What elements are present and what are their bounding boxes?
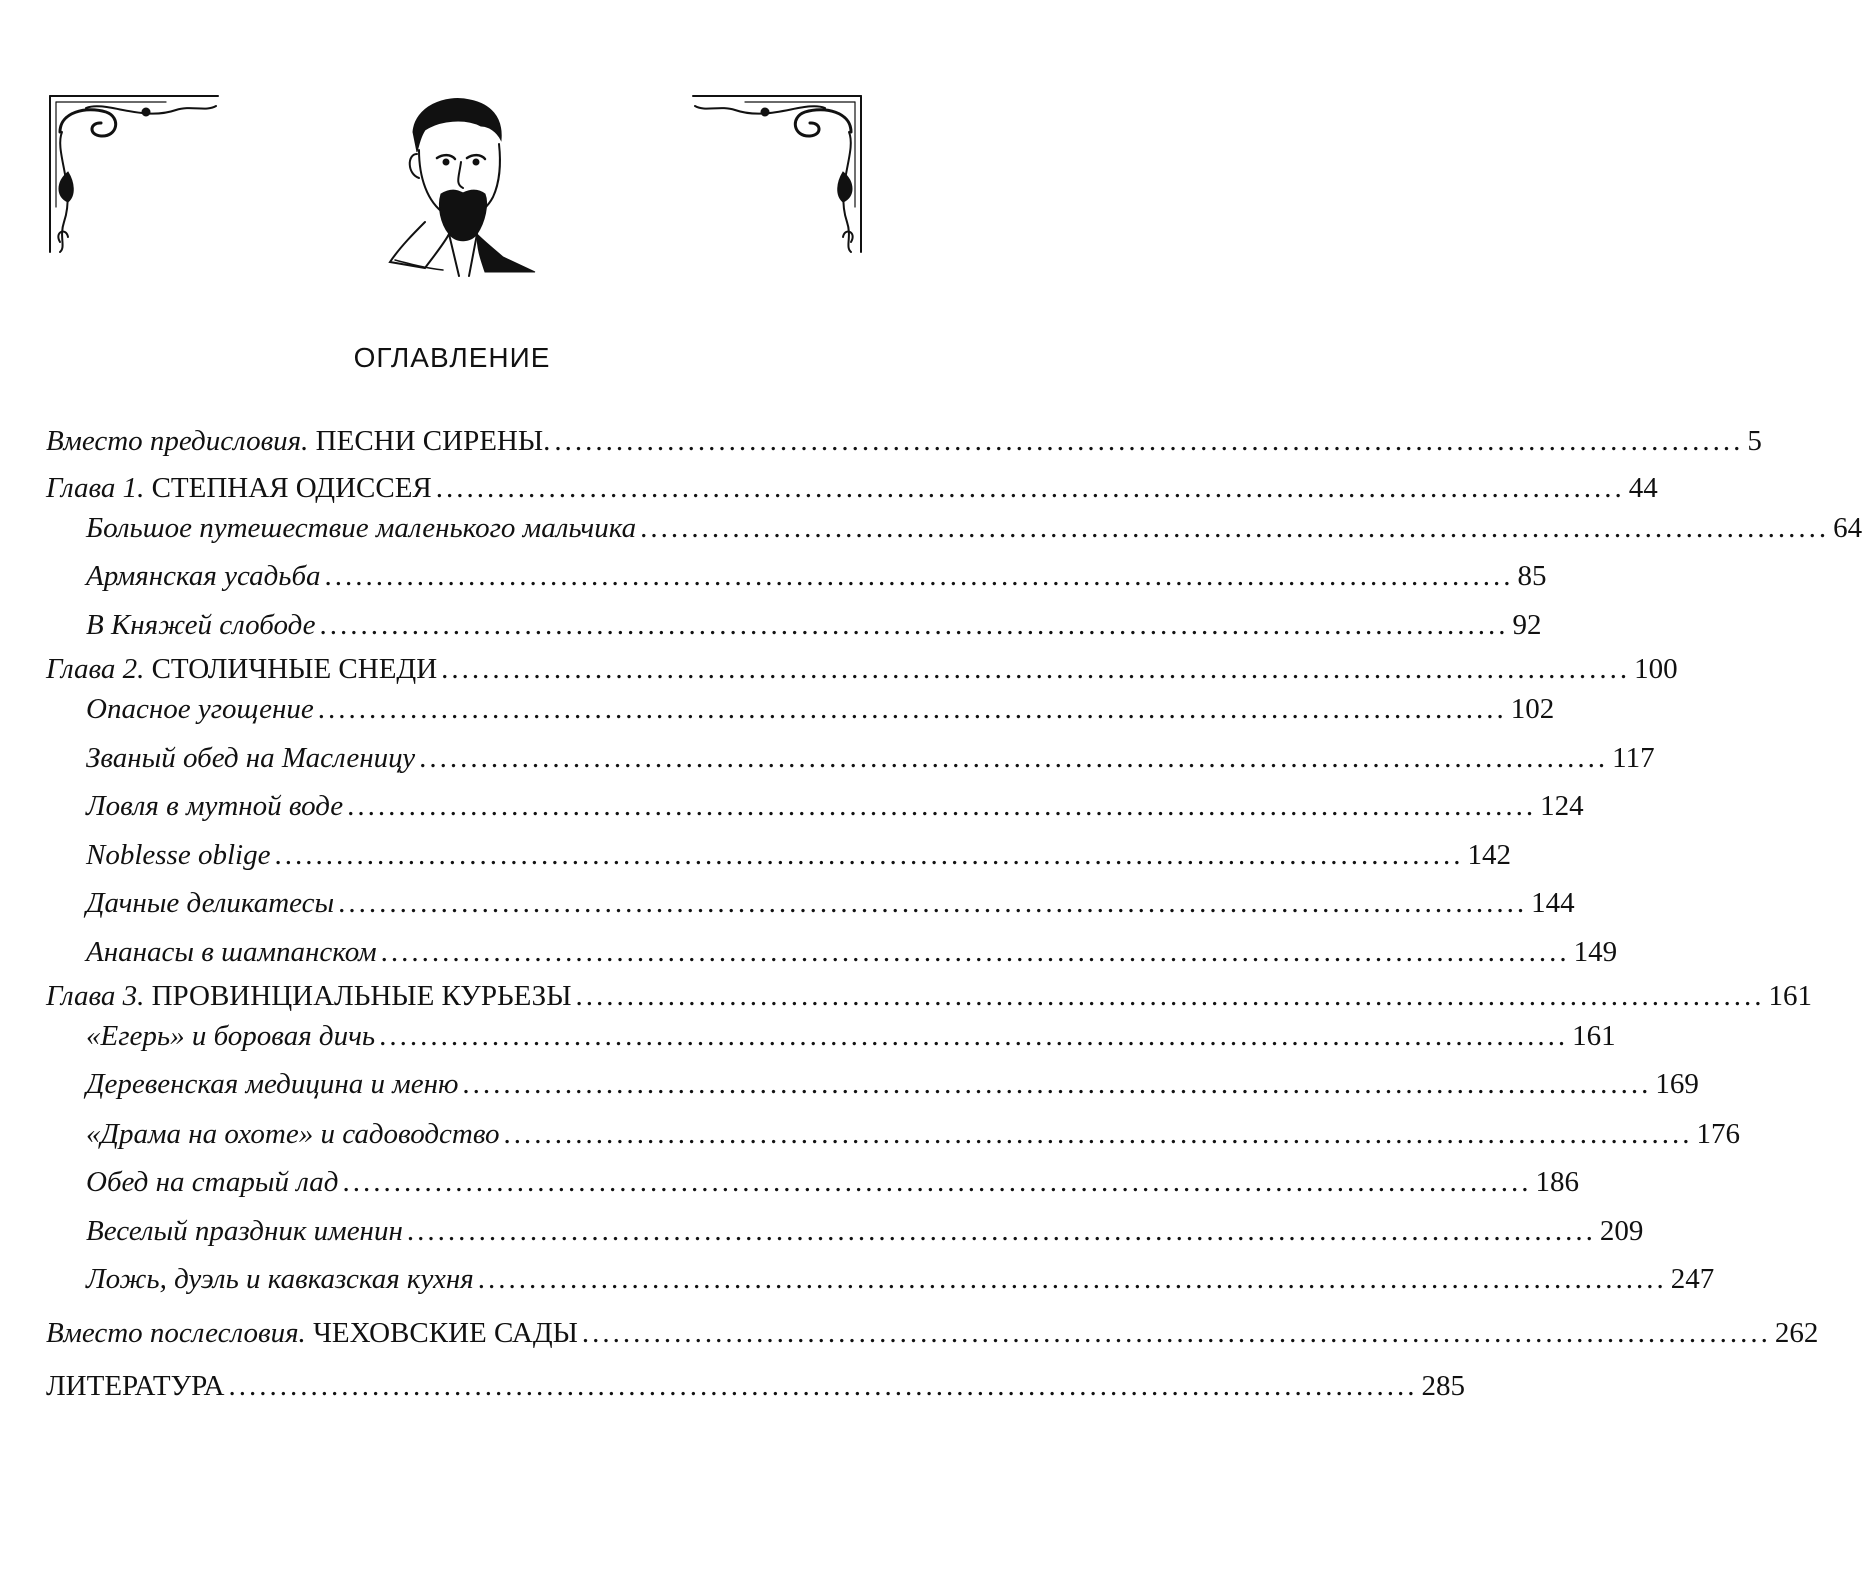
toc-leader-dots: .................................................................................................................... [419, 742, 1609, 774]
toc-entry[interactable] [86, 740, 1655, 776]
toc-entry-page: 262 [1774, 1317, 1819, 1349]
toc-entry-title: «Егерь» и боровая дичь [86, 1020, 376, 1052]
toc-entry-title: Ложь, дуэль и кавказская кухня [86, 1263, 474, 1295]
toc-entry[interactable] [86, 1066, 1699, 1102]
toc-leader-dots: .................................................................................................................... [441, 653, 1631, 685]
toc-entry-title: СТОЛИЧНЫЕ СНЕДИ [151, 653, 438, 685]
toc-entry-page: 186 [1535, 1166, 1579, 1198]
toc-entry[interactable] [86, 1213, 1644, 1249]
toc-entry-page: 209 [1599, 1215, 1644, 1247]
toc-leader-dots: .................................................................................................................... [406, 1215, 1596, 1247]
toc-leader-dots: .................................................................................................................... [380, 936, 1570, 968]
toc-leader-dots: .................................................................................................................... [228, 1370, 1418, 1402]
toc-leader-dots: .................................................................................................................... [640, 512, 1830, 544]
toc-entry-title: Ананасы в шампанском [86, 936, 377, 968]
toc-entry-page: 161 [1768, 980, 1812, 1012]
toc-entry-title: Noblesse oblige [86, 839, 271, 871]
toc-entry-page: 100 [1634, 653, 1678, 685]
toc-leader-dots: .................................................................................................................... [581, 1317, 1771, 1349]
toc-entry-page: 85 [1517, 560, 1547, 592]
toc-leader-dots: .................................................................................................................... [554, 425, 1744, 457]
toc-entry-title: Опасное угощение [86, 693, 314, 725]
toc-leader-dots: .................................................................................................................... [462, 1068, 1652, 1100]
toc-entry-title: Званый обед на Масленицу [86, 742, 416, 774]
toc-entry[interactable] [86, 558, 1547, 594]
toc-entry-page: 64 [1833, 512, 1862, 544]
toc-leader-dots: .................................................................................................................... [503, 1118, 1693, 1150]
toc-entry-prefix: Вместо послесловия. [46, 1317, 306, 1349]
toc-entry-title: Обед на старый лад [86, 1166, 339, 1198]
toc-entry-title: ЧЕХОВСКИЕ САДЫ [313, 1317, 578, 1349]
toc-leader-dots: .................................................................................................................... [319, 609, 1509, 641]
toc-entry-title: В Княжей слободе [86, 609, 316, 641]
toc-leader-dots: .................................................................................................................... [347, 790, 1537, 822]
toc-entry-page: 124 [1540, 790, 1584, 822]
toc-entry-page: 44 [1628, 472, 1658, 504]
toc-leader-dots: .................................................................................................................... [274, 839, 1464, 871]
toc-entry[interactable] [86, 607, 1542, 643]
toc-entry[interactable] [86, 691, 1555, 727]
toc-entry[interactable] [46, 651, 1678, 687]
toc-entry-page: 144 [1531, 887, 1575, 919]
toc-entry-title: ПРОВИНЦИАЛЬНЫЕ КУРЬЕЗЫ [151, 980, 572, 1012]
toc-entry-title: Армянская усадьба [86, 560, 321, 592]
toc-entry[interactable] [86, 1018, 1616, 1054]
toc-leader-dots: .................................................................................................................... [435, 472, 1625, 504]
toc-entry-prefix: Глава 2. [46, 653, 145, 685]
toc-entry-title: Дачные деликатесы [86, 887, 335, 919]
toc-entry-title: СТЕПНАЯ ОДИССЕЯ [151, 472, 432, 504]
toc-entry-title: Большое путешествие маленького мальчика [86, 512, 637, 544]
toc-leader-dots: .................................................................................................................... [379, 1020, 1569, 1052]
toc-entry-page: 247 [1670, 1263, 1715, 1295]
toc-entry-prefix: Глава 3. [46, 980, 145, 1012]
toc-entry-page: 142 [1467, 839, 1511, 871]
toc-entry-title: Ловля в мутной воде [86, 790, 344, 822]
toc-leader-dots: .................................................................................................................... [575, 980, 1765, 1012]
toc-entry[interactable] [46, 423, 1762, 459]
toc-entry-title: Веселый праздник именин [86, 1215, 403, 1247]
toc-entry-title: ПЕСНИ СИРЕНЫ. [315, 425, 551, 457]
toc-leader-dots: .................................................................................................................... [477, 1263, 1667, 1295]
toc-entry[interactable] [86, 934, 1618, 970]
toc-entry[interactable] [86, 788, 1584, 824]
toc-entry[interactable] [86, 1164, 1579, 1200]
toc-entry[interactable] [86, 1116, 1741, 1152]
toc-entry-page: 169 [1655, 1068, 1699, 1100]
toc-leader-dots: .................................................................................................................... [342, 1166, 1532, 1198]
toc-entry-page: 117 [1612, 742, 1655, 774]
toc-entry-page: 176 [1696, 1118, 1741, 1150]
toc-entry-page: 161 [1572, 1020, 1616, 1052]
toc-entry-page: 285 [1421, 1370, 1465, 1402]
toc-leader-dots: .................................................................................................................... [324, 560, 1514, 592]
toc-entry[interactable] [86, 510, 1862, 546]
toc-entry-title: ЛИТЕРАТУРА [46, 1370, 225, 1402]
toc-entry-title: «Драма на охоте» и садоводство [86, 1118, 500, 1150]
toc-entry[interactable] [46, 1315, 1819, 1351]
toc-leader-dots: .................................................................................................................... [317, 693, 1507, 725]
toc-entry-title: Деревенская медицина и меню [86, 1068, 459, 1100]
toc-entry[interactable] [86, 1261, 1715, 1297]
page-title: ОГЛАВЛЕНИЕ [353, 342, 551, 373]
toc-entry-prefix: Глава 1. [46, 472, 145, 504]
toc-entry-prefix: Вместо предисловия. [46, 425, 309, 457]
toc-entry-page: 149 [1573, 936, 1618, 968]
toc-leader-dots: .................................................................................................................... [338, 887, 1528, 919]
toc-entry[interactable] [86, 885, 1575, 921]
toc-entry[interactable] [86, 837, 1511, 873]
toc-entry[interactable] [46, 978, 1812, 1014]
toc-entry[interactable] [46, 1368, 1465, 1404]
toc-entry-page: 92 [1512, 609, 1542, 641]
toc-entry-page: 5 [1747, 425, 1762, 457]
toc-entry[interactable] [46, 470, 1658, 506]
toc-entry-page: 102 [1510, 693, 1555, 725]
